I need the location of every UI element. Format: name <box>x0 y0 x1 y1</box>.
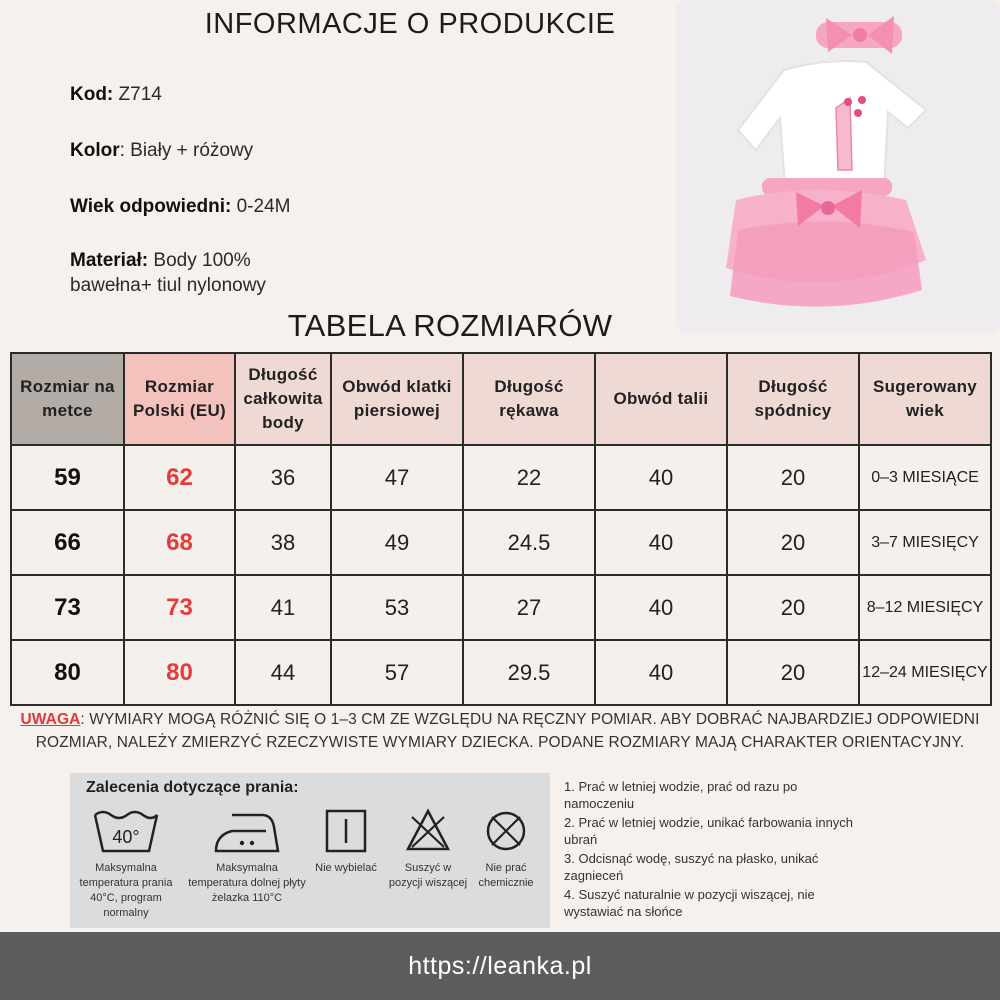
table-cell: 24.5 <box>463 510 595 575</box>
table-cell: 40 <box>595 640 727 705</box>
care-label: Nie prać chemicznie <box>478 862 534 889</box>
instruction-item: 1. Prać w letniej wodzie, prać od razu po namoczeniu <box>564 779 798 811</box>
washing-instructions <box>564 778 864 922</box>
product-color <box>70 138 253 163</box>
product-age <box>70 194 290 219</box>
header-polish-size: Rozmiar Polski (EU) <box>124 353 235 445</box>
table-cell: 38 <box>235 510 331 575</box>
table-cell: 3–7 MIESIĘCY <box>859 510 991 575</box>
table-cell: 53 <box>331 575 463 640</box>
product-material-label: Materiał: <box>70 250 149 271</box>
care-item-wash <box>70 807 182 921</box>
table-cell: 66 <box>11 510 124 575</box>
table-cell: 49 <box>331 510 463 575</box>
care-label: Maksymalna temperatura dolnej płyty żelazka 110°C <box>188 862 306 904</box>
table-cell: 20 <box>727 510 859 575</box>
product-color-value: : Biały + różowy <box>119 140 254 161</box>
table-row <box>11 445 991 510</box>
wash-40-icon <box>91 807 161 855</box>
table-cell: 41 <box>235 575 331 640</box>
table-cell: 40 <box>595 445 727 510</box>
instruction-item: 2. Prać w letniej wodzie, unikać farbowania innych ubrań <box>564 815 854 847</box>
instruction-item: 4. Suszyć naturalnie w pozycji wiszącej, nie wystawiać na słońce <box>564 887 815 919</box>
footer-bar <box>0 932 1000 1000</box>
table-cell: 80 <box>124 640 235 705</box>
table-cell: 47 <box>331 445 463 510</box>
table-cell: 20 <box>727 445 859 510</box>
care-item-iron <box>188 807 306 906</box>
table-cell: 80 <box>11 640 124 705</box>
header-tag-size: Rozmiar na metce <box>11 353 124 445</box>
table-cell: 27 <box>463 575 595 640</box>
website-link[interactable]: https://leanka.pl <box>408 952 592 980</box>
instruction-item: 3. Odcisnąć wodę, suszyć na płasko, unikać zagnieceń <box>564 851 819 883</box>
table-cell: 0–3 MIESIĄCE <box>859 445 991 510</box>
care-item-dryclean <box>466 807 546 891</box>
care-panel <box>70 773 550 928</box>
header-skirt-length: Długość spódnicy <box>727 353 859 445</box>
product-age-label: Wiek odpowiedni: <box>70 196 232 217</box>
product-code-value: Z714 <box>113 84 162 105</box>
no-bleach-icon <box>324 807 368 855</box>
iron-icon <box>212 807 282 855</box>
header-chest: Obwód klatki piersiowej <box>331 353 463 445</box>
table-row <box>11 510 991 575</box>
table-cell: 57 <box>331 640 463 705</box>
size-table-title: TABELA ROZMIARÓW <box>287 308 613 343</box>
hang-dry-icon <box>404 807 452 855</box>
table-row <box>11 575 991 640</box>
warning-label: UWAGA <box>20 711 81 728</box>
warning-text: : WYMIARY MOGĄ RÓŻNIĆ SIĘ O 1–3 CM ZE WZGLĘDU NA RĘCZNY POMIAR. ABY DOBRAĆ NAJBARDZIEJ ODPOWIEDNI ROZMIAR, NALEŻY ZMIERZYĆ RZECZYWISTE WYMIARY DZIECKA. PODANE ROZMIARY MAJĄ CHARAKTER ORIENTACYJNY. <box>35 711 980 751</box>
wash-temp-text: 40° <box>112 827 140 847</box>
table-cell: 36 <box>235 445 331 510</box>
table-cell: 40 <box>595 510 727 575</box>
page-title: INFORMACJE O PRODUKCIE <box>204 8 616 40</box>
care-label: Nie wybielać <box>315 862 377 874</box>
table-cell: 68 <box>124 510 235 575</box>
table-row <box>11 640 991 705</box>
header-body-length: Długość całkowita body <box>235 353 331 445</box>
header-waist: Obwód talii <box>595 353 727 445</box>
product-color-label: Kolor <box>70 140 120 161</box>
size-table <box>10 352 992 706</box>
header-suggested-age: Sugerowany wiek <box>859 353 991 445</box>
table-cell: 20 <box>727 575 859 640</box>
table-cell: 73 <box>124 575 235 640</box>
care-item-bleach <box>308 807 384 876</box>
product-code <box>70 82 162 107</box>
table-cell: 20 <box>727 640 859 705</box>
table-cell: 59 <box>11 445 124 510</box>
header-sleeve: Długość rękawa <box>463 353 595 445</box>
product-material <box>70 248 330 298</box>
size-table-header-row <box>11 353 991 445</box>
product-material-value: Body 100% bawełna+ tiul nylonowy <box>70 250 266 296</box>
table-cell: 62 <box>124 445 235 510</box>
care-title: Zalecenia dotyczące prania: <box>86 779 299 796</box>
table-cell: 12–24 MIESIĘCY <box>859 640 991 705</box>
table-cell: 29.5 <box>463 640 595 705</box>
care-label: Suszyć w pozycji wiszącej <box>388 862 468 889</box>
table-cell: 44 <box>235 640 331 705</box>
table-cell: 8–12 MIESIĘCY <box>859 575 991 640</box>
care-label: Maksymalna temperatura prania 40°C, program normalny <box>79 862 173 919</box>
table-cell: 73 <box>11 575 124 640</box>
measurement-note <box>0 708 1000 754</box>
product-code-label: Kod: <box>70 84 114 105</box>
table-cell: 22 <box>463 445 595 510</box>
product-photo <box>676 0 1000 333</box>
no-dry-clean-icon <box>482 807 530 855</box>
product-age-value: 0-24M <box>231 196 291 217</box>
care-item-dry <box>388 807 468 891</box>
table-cell: 40 <box>595 575 727 640</box>
